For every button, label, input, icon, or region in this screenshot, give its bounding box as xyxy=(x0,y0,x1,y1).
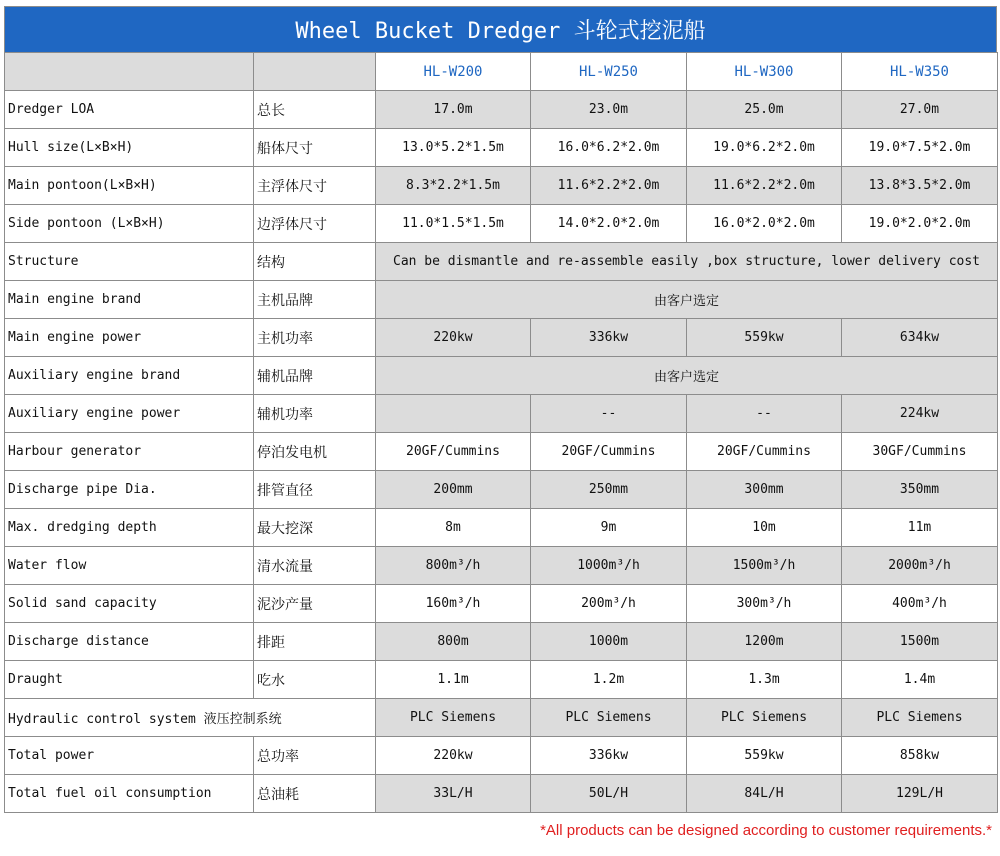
spec-label-cn: 泥沙产量 xyxy=(254,585,376,623)
spec-label-en: Auxiliary engine power xyxy=(5,395,254,433)
spec-table xyxy=(4,52,998,813)
model-header: HL-W300 xyxy=(687,53,842,91)
spec-label-cn: 边浮体尺寸 xyxy=(254,205,376,243)
spec-value: PLC Siemens xyxy=(842,699,998,737)
spec-row xyxy=(5,471,998,509)
spec-value: 11.6*2.2*2.0m xyxy=(687,167,842,205)
spec-value: 1500m³/h xyxy=(687,547,842,585)
spec-value: 16.0*2.0*2.0m xyxy=(687,205,842,243)
spec-label-en: Main engine brand xyxy=(5,281,254,319)
spec-label-cn: 主机品牌 xyxy=(254,281,376,319)
spec-value: 14.0*2.0*2.0m xyxy=(531,205,687,243)
spec-row xyxy=(5,205,998,243)
spec-row xyxy=(5,129,998,167)
spec-value: 1500m xyxy=(842,623,998,661)
spec-value: 336kw xyxy=(531,737,687,775)
spec-row xyxy=(5,433,998,471)
spec-value: 858kw xyxy=(842,737,998,775)
spec-label-en: Side pontoon (L×B×H) xyxy=(5,205,254,243)
spec-row xyxy=(5,737,998,775)
spec-row xyxy=(5,661,998,699)
spec-value: 220kw xyxy=(376,319,531,357)
spec-row xyxy=(5,167,998,205)
spec-label-cn: 总长 xyxy=(254,91,376,129)
spec-value: 8.3*2.2*1.5m xyxy=(376,167,531,205)
spec-value: 220kw xyxy=(376,737,531,775)
spec-label-cn: 主浮体尺寸 xyxy=(254,167,376,205)
spec-value: 634kw xyxy=(842,319,998,357)
spec-row xyxy=(5,395,998,433)
spec-value: 1000m³/h xyxy=(531,547,687,585)
footnote: *All products can be designed according to customer requirements.* xyxy=(540,822,992,839)
model-header: HL-W350 xyxy=(842,53,998,91)
spec-value: PLC Siemens xyxy=(531,699,687,737)
spec-label-en: Draught xyxy=(5,661,254,699)
spec-value: 400m³/h xyxy=(842,585,998,623)
spec-value: 129L/H xyxy=(842,775,998,813)
spec-value: 25.0m xyxy=(687,91,842,129)
spec-label-cn: 排管直径 xyxy=(254,471,376,509)
spec-value: 1.2m xyxy=(531,661,687,699)
spec-value: 20GF/Cummins xyxy=(687,433,842,471)
spec-value: -- xyxy=(687,395,842,433)
spec-label-cn: 吃水 xyxy=(254,661,376,699)
spec-value: 224kw xyxy=(842,395,998,433)
spec-value: 10m xyxy=(687,509,842,547)
spec-row xyxy=(5,623,998,661)
spec-value: 300mm xyxy=(687,471,842,509)
spec-value: 800m xyxy=(376,623,531,661)
model-header-row xyxy=(5,53,998,91)
spec-value: 17.0m xyxy=(376,91,531,129)
spec-row xyxy=(5,509,998,547)
spec-label-en: Solid sand capacity xyxy=(5,585,254,623)
spec-value: 11.6*2.2*2.0m xyxy=(531,167,687,205)
spec-value: 8m xyxy=(376,509,531,547)
spec-value: 350mm xyxy=(842,471,998,509)
spec-value: 84L/H xyxy=(687,775,842,813)
spec-value: 20GF/Cummins xyxy=(531,433,687,471)
spec-value: 250mm xyxy=(531,471,687,509)
spec-value: 800m³/h xyxy=(376,547,531,585)
spec-value: 19.0*6.2*2.0m xyxy=(687,129,842,167)
spec-value: 11.0*1.5*1.5m xyxy=(376,205,531,243)
spec-label-cn: 辅机功率 xyxy=(254,395,376,433)
table-title: Wheel Bucket Dredger 斗轮式挖泥船 xyxy=(4,6,997,52)
spec-label-en: Hydraulic control system 液压控制系统 xyxy=(5,699,376,737)
spec-value: 13.8*3.5*2.0m xyxy=(842,167,998,205)
spec-value: 16.0*6.2*2.0m xyxy=(531,129,687,167)
spec-label-cn: 总功率 xyxy=(254,737,376,775)
spec-row xyxy=(5,91,998,129)
spec-label-en: Water flow xyxy=(5,547,254,585)
header-blank-cell xyxy=(254,53,376,91)
spec-value: 1200m xyxy=(687,623,842,661)
spec-value: 336kw xyxy=(531,319,687,357)
spec-value: 200m³/h xyxy=(531,585,687,623)
spec-value: 2000m³/h xyxy=(842,547,998,585)
spec-value: 27.0m xyxy=(842,91,998,129)
spec-row xyxy=(5,699,998,737)
spec-label-en: Discharge pipe Dia. xyxy=(5,471,254,509)
spec-value: PLC Siemens xyxy=(687,699,842,737)
spec-value-merged: Can be dismantle and re-assemble easily ,box structure, lower delivery cost xyxy=(376,243,998,281)
spec-value: 559kw xyxy=(687,319,842,357)
spec-value: 50L/H xyxy=(531,775,687,813)
spec-label-cn: 辅机品牌 xyxy=(254,357,376,395)
spec-sheet xyxy=(4,6,997,813)
spec-label-en: Main engine power xyxy=(5,319,254,357)
spec-value: 1.1m xyxy=(376,661,531,699)
spec-value: 11m xyxy=(842,509,998,547)
spec-value: -- xyxy=(531,395,687,433)
spec-label-en: Auxiliary engine brand xyxy=(5,357,254,395)
spec-value: 30GF/Cummins xyxy=(842,433,998,471)
spec-row xyxy=(5,281,998,319)
spec-value: 19.0*2.0*2.0m xyxy=(842,205,998,243)
spec-label-en: Total fuel oil consumption xyxy=(5,775,254,813)
spec-row xyxy=(5,585,998,623)
spec-label-cn: 最大挖深 xyxy=(254,509,376,547)
spec-value: 23.0m xyxy=(531,91,687,129)
spec-label-en: Hull size(L×B×H) xyxy=(5,129,254,167)
spec-label-cn: 停泊发电机 xyxy=(254,433,376,471)
spec-row xyxy=(5,547,998,585)
spec-value: 1.3m xyxy=(687,661,842,699)
spec-value: 300m³/h xyxy=(687,585,842,623)
spec-value: 33L/H xyxy=(376,775,531,813)
model-header: HL-W250 xyxy=(531,53,687,91)
spec-row xyxy=(5,319,998,357)
spec-value: 1.4m xyxy=(842,661,998,699)
header-blank-cell xyxy=(5,53,254,91)
spec-label-en: Main pontoon(L×B×H) xyxy=(5,167,254,205)
spec-row xyxy=(5,243,998,281)
spec-value: 19.0*7.5*2.0m xyxy=(842,129,998,167)
spec-value: 20GF/Cummins xyxy=(376,433,531,471)
spec-label-en: Max. dredging depth xyxy=(5,509,254,547)
spec-label-cn: 船体尺寸 xyxy=(254,129,376,167)
model-header: HL-W200 xyxy=(376,53,531,91)
spec-label-cn: 清水流量 xyxy=(254,547,376,585)
spec-label-en: Harbour generator xyxy=(5,433,254,471)
spec-label-en: Discharge distance xyxy=(5,623,254,661)
spec-row xyxy=(5,775,998,813)
spec-value xyxy=(376,395,531,433)
spec-value-merged: 由客户选定 xyxy=(376,281,998,319)
spec-value: 200mm xyxy=(376,471,531,509)
spec-value: PLC Siemens xyxy=(376,699,531,737)
spec-label-cn: 结构 xyxy=(254,243,376,281)
spec-value: 160m³/h xyxy=(376,585,531,623)
spec-label-cn: 总油耗 xyxy=(254,775,376,813)
spec-label-cn: 排距 xyxy=(254,623,376,661)
spec-label-en: Total power xyxy=(5,737,254,775)
spec-value-merged: 由客户选定 xyxy=(376,357,998,395)
spec-value: 9m xyxy=(531,509,687,547)
spec-value: 13.0*5.2*1.5m xyxy=(376,129,531,167)
spec-label-en: Structure xyxy=(5,243,254,281)
spec-label-en: Dredger LOA xyxy=(5,91,254,129)
spec-label-cn: 主机功率 xyxy=(254,319,376,357)
spec-value: 559kw xyxy=(687,737,842,775)
spec-value: 1000m xyxy=(531,623,687,661)
spec-row xyxy=(5,357,998,395)
